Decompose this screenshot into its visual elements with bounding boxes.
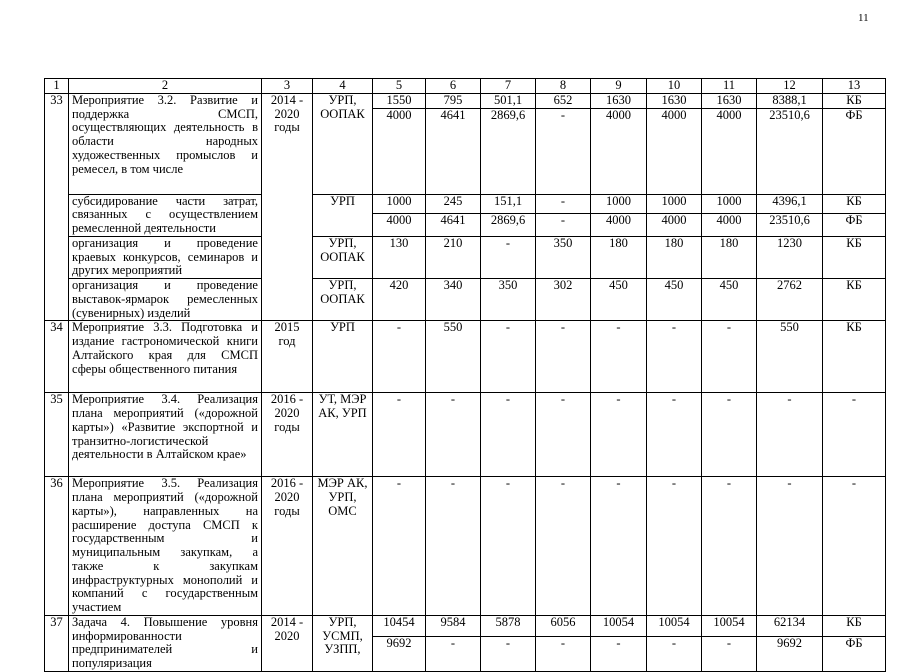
value-cell: 1630	[702, 93, 757, 108]
sub-activity-name: субсидирование части затрат, связанных с осуществлением ремесленной деятельности	[69, 194, 262, 236]
source-cell: КБ	[823, 194, 886, 214]
value-cell: -	[702, 321, 757, 393]
total-cell: 8388,1	[757, 93, 823, 108]
source-cell: ФБ	[823, 637, 886, 672]
value-cell: -	[647, 477, 702, 616]
value-cell: -	[481, 393, 536, 477]
value-cell: -	[536, 321, 591, 393]
value-cell: 151,1	[481, 194, 536, 214]
sub-activity-name: организация и проведение краевых конкурсов, семинаров и других мероприятий	[69, 236, 262, 278]
activity-name: Мероприятие 3.3. Подготовка и издание гастрономической книги Алтайского края для СМСП сферы общественного питания	[69, 321, 262, 393]
value-cell: 420	[373, 279, 426, 321]
value-cell: 180	[591, 236, 647, 278]
budget-table	[44, 78, 886, 672]
source-cell: КБ	[823, 321, 886, 393]
value-cell: 4641	[426, 108, 481, 194]
total-cell: 4396,1	[757, 194, 823, 214]
activity-name: Мероприятие 3.5. Реализация плана мероприятий («дорожной карты»), направленных на расширение доступа СМСП к государственным и муниципальным закупкам, а также к закупкам инфраструктурных монополий и компаний с государственным участием	[69, 477, 262, 616]
value-cell: -	[481, 637, 536, 672]
row-number: 37	[45, 615, 69, 671]
total-cell: 23510,6	[757, 108, 823, 194]
value-cell: -	[536, 194, 591, 214]
period-cell: 2015 год	[262, 321, 313, 393]
value-cell: -	[647, 321, 702, 393]
header-cell: 4	[313, 79, 373, 94]
value-cell: -	[536, 108, 591, 194]
executor-cell: УРП, ООПАК	[313, 236, 373, 278]
header-cell: 3	[262, 79, 313, 94]
value-cell: 130	[373, 236, 426, 278]
header-cell: 2	[69, 79, 262, 94]
value-cell: -	[373, 393, 426, 477]
value-cell: 2869,6	[481, 108, 536, 194]
value-cell: 1000	[373, 194, 426, 214]
row-number: 35	[45, 393, 69, 477]
row-number: 33	[45, 93, 69, 194]
period-cell: 2014 - 2020 годы	[262, 93, 313, 194]
table-row	[45, 321, 886, 393]
value-cell: -	[426, 477, 481, 616]
total-cell: 2762	[757, 279, 823, 321]
period-empty	[262, 194, 313, 321]
activity-name: Мероприятие 3.2. Развитие и поддержка СМСП, осуществляющих деятельность в области народных художественных промыслов и ремесел, в том числе	[69, 93, 262, 194]
table-row	[45, 279, 886, 321]
table-row	[45, 615, 886, 636]
header-cell: 5	[373, 79, 426, 94]
value-cell: -	[647, 393, 702, 477]
value-cell: 5878	[481, 615, 536, 636]
header-cell: 8	[536, 79, 591, 94]
value-cell: 4000	[647, 108, 702, 194]
header-cell: 11	[702, 79, 757, 94]
executor-cell: УРП	[313, 321, 373, 393]
total-cell: 62134	[757, 615, 823, 636]
value-cell: -	[702, 637, 757, 672]
executor-cell: МЭР АК, УРП, ОМС	[313, 477, 373, 616]
value-cell: -	[591, 321, 647, 393]
value-cell: -	[591, 393, 647, 477]
table-row	[45, 236, 886, 278]
value-cell: 9584	[426, 615, 481, 636]
executor-cell: УРП, УСМП, УЗПП,	[313, 615, 373, 671]
value-cell: -	[426, 393, 481, 477]
executor-cell: УРП, ООПАК	[313, 93, 373, 194]
value-cell: 795	[426, 93, 481, 108]
value-cell: 550	[426, 321, 481, 393]
value-cell: 1000	[702, 194, 757, 214]
row-number: 36	[45, 477, 69, 616]
header-cell: 12	[757, 79, 823, 94]
period-cell: 2016 - 2020 годы	[262, 393, 313, 477]
value-cell: -	[373, 477, 426, 616]
table-row	[45, 194, 886, 214]
header-row	[45, 79, 886, 94]
value-cell: -	[536, 477, 591, 616]
value-cell: -	[647, 637, 702, 672]
value-cell: 1630	[591, 93, 647, 108]
table-row	[45, 477, 886, 616]
period-cell: 2014 - 2020	[262, 615, 313, 671]
value-cell: 2869,6	[481, 214, 536, 237]
sub-activity-name: организация и проведение выставок-ярмарок ремесленных (сувенирных) изделий	[69, 279, 262, 321]
executor-cell: УРП	[313, 194, 373, 236]
value-cell: 245	[426, 194, 481, 214]
value-cell: -	[373, 321, 426, 393]
row-number: 34	[45, 321, 69, 393]
total-cell: 550	[757, 321, 823, 393]
value-cell: -	[702, 477, 757, 616]
period-cell: 2016 - 2020 годы	[262, 477, 313, 616]
value-cell: 450	[702, 279, 757, 321]
value-cell: 350	[536, 236, 591, 278]
value-cell: 4000	[647, 214, 702, 237]
value-cell: -	[591, 637, 647, 672]
value-cell: 10054	[591, 615, 647, 636]
value-cell: 450	[591, 279, 647, 321]
header-cell: 1	[45, 79, 69, 94]
value-cell: -	[702, 393, 757, 477]
value-cell: 652	[536, 93, 591, 108]
total-cell: 9692	[757, 637, 823, 672]
value-cell: 4000	[702, 214, 757, 237]
source-cell: -	[823, 477, 886, 616]
header-cell: 10	[647, 79, 702, 94]
value-cell: 501,1	[481, 93, 536, 108]
value-cell: 180	[702, 236, 757, 278]
value-cell: 1550	[373, 93, 426, 108]
value-cell: 10054	[702, 615, 757, 636]
source-cell: КБ	[823, 615, 886, 636]
value-cell: 4000	[373, 108, 426, 194]
source-cell: ФБ	[823, 214, 886, 237]
total-cell: 23510,6	[757, 214, 823, 237]
source-cell: КБ	[823, 279, 886, 321]
value-cell: 210	[426, 236, 481, 278]
source-cell: КБ	[823, 236, 886, 278]
value-cell: 1000	[647, 194, 702, 214]
header-cell: 6	[426, 79, 481, 94]
value-cell: -	[536, 637, 591, 672]
header-cell: 7	[481, 79, 536, 94]
value-cell: 4000	[373, 214, 426, 237]
value-cell: 302	[536, 279, 591, 321]
value-cell: 1630	[647, 93, 702, 108]
page-number: 11	[858, 12, 869, 24]
executor-cell: УТ, МЭР АК, УРП	[313, 393, 373, 477]
source-cell: КБ	[823, 93, 886, 108]
value-cell: -	[536, 393, 591, 477]
row-number-empty	[45, 194, 69, 321]
source-cell: ФБ	[823, 108, 886, 194]
value-cell: -	[591, 477, 647, 616]
value-cell: 4000	[702, 108, 757, 194]
table-row	[45, 93, 886, 108]
value-cell: -	[481, 321, 536, 393]
total-cell: -	[757, 477, 823, 616]
activity-name: Мероприятие 3.4. Реализация плана мероприятий («дорожной карты») «Развитие экспортной и транзитно-логистической деятельности в Алтайском крае»	[69, 393, 262, 477]
header-cell: 13	[823, 79, 886, 94]
value-cell: 4641	[426, 214, 481, 237]
value-cell: 10454	[373, 615, 426, 636]
value-cell: 10054	[647, 615, 702, 636]
total-cell: 1230	[757, 236, 823, 278]
value-cell: 340	[426, 279, 481, 321]
total-cell: -	[757, 393, 823, 477]
value-cell: -	[481, 236, 536, 278]
table-row	[45, 393, 886, 477]
value-cell: 4000	[591, 108, 647, 194]
header-cell: 9	[591, 79, 647, 94]
value-cell: 350	[481, 279, 536, 321]
value-cell: 450	[647, 279, 702, 321]
activity-name: Задача 4. Повышение уровня информированности предпринимателей и популяризация	[69, 615, 262, 671]
value-cell: -	[536, 214, 591, 237]
value-cell: 180	[647, 236, 702, 278]
executor-cell: УРП, ООПАК	[313, 279, 373, 321]
value-cell: 6056	[536, 615, 591, 636]
value-cell: 4000	[591, 214, 647, 237]
value-cell: -	[426, 637, 481, 672]
value-cell: 1000	[591, 194, 647, 214]
source-cell: -	[823, 393, 886, 477]
value-cell: -	[481, 477, 536, 616]
value-cell: 9692	[373, 637, 426, 672]
